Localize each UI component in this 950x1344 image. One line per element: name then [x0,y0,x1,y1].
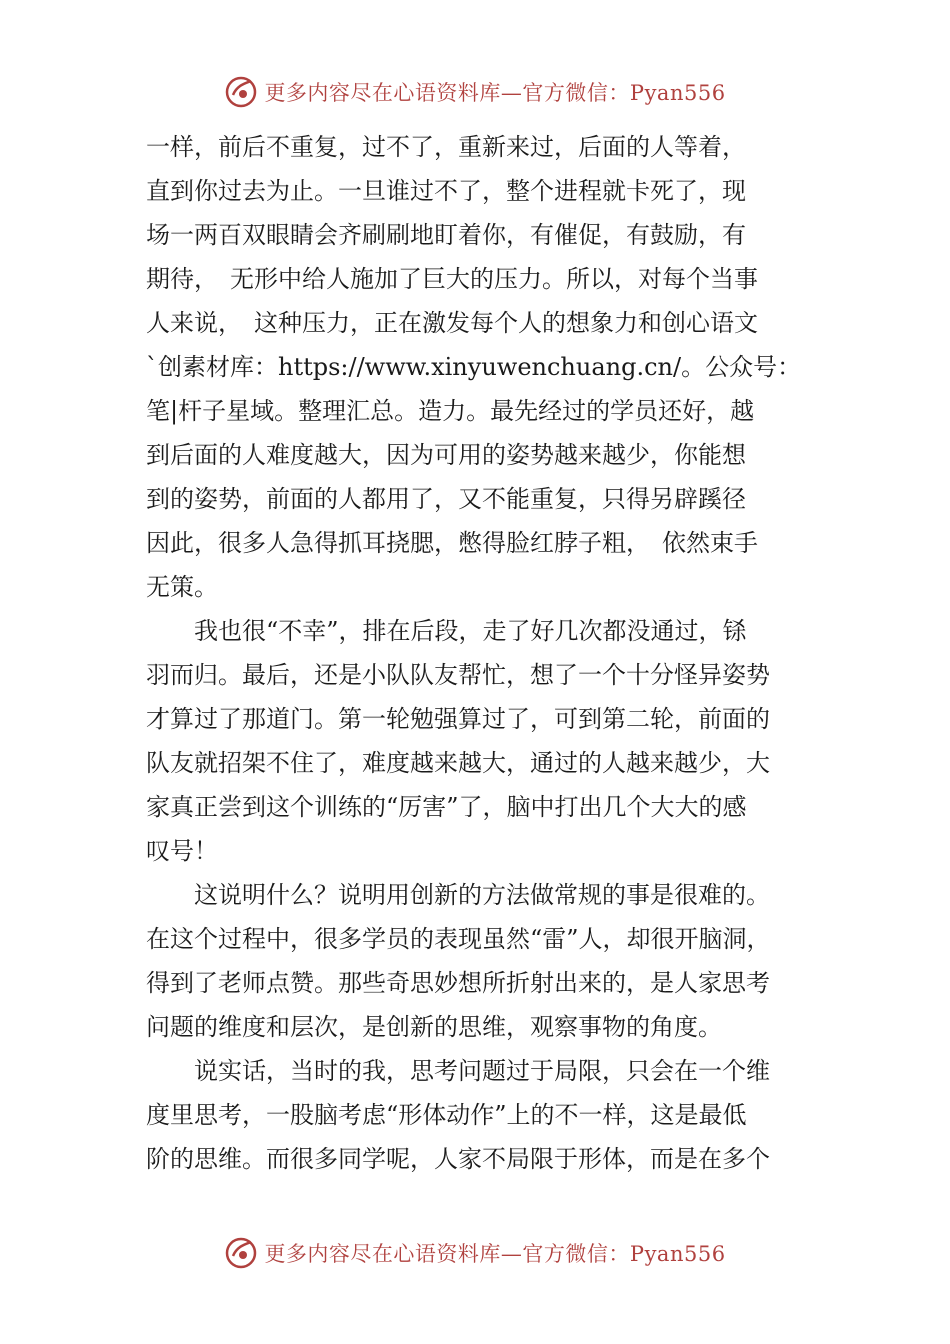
header-banner [0,70,950,114]
footer-text: 更多内容尽在心语资料库—官方微信：Pyan556 [264,1242,726,1266]
text-line: 一样，前后不重复，过不了，重新来过，后面的人等着， [146,133,746,161]
text-line: 家真正尝到这个训练的“厉害”了，脑中打出几个大大的感 [146,793,747,821]
text-line: 人来说， 这种压力，正在激发每个人的想象力和创心语文 [146,309,758,337]
text-line: 期待， 无形中给人施加了巨大的压力。所以，对每个当事 [146,265,758,293]
text-line: 直到你过去为止。一旦谁过不了，整个进程就卡死了，现 [146,177,746,205]
logo-icon [224,75,258,109]
text-line: 无策。 [146,573,218,601]
text-line: 场一两百双眼睛会齐刷刷地盯着你，有催促，有鼓励，有 [146,221,746,249]
text-line: 这说明什么？说明用创新的方法做常规的事是很难的。 [146,881,770,909]
text-line: 到后面的人难度越大，因为可用的姿势越来越少，你能想 [146,441,746,469]
text-line: 问题的维度和层次，是创新的思维，观察事物的角度。 [146,1013,722,1041]
text-line: 羽而归。最后，还是小队队友帮忙，想了一个十分怪异姿势 [146,661,770,689]
document-body [146,125,810,1181]
text-line: `创素材库：https://www.xinyuwenchuang.cn/。公众号： [146,353,802,381]
footer-banner [0,1231,950,1275]
header-text: 更多内容尽在心语资料库—官方微信：Pyan556 [264,81,726,105]
logo-icon [224,1236,258,1270]
text-line: 才算过了那道门。第一轮勉强算过了，可到第二轮，前面的 [146,705,770,733]
text-line: 到的姿势，前面的人都用了，又不能重复，只得另辟蹊径 [146,485,746,513]
text-line: 阶的思维。而很多同学呢，人家不局限于形体，而是在多个 [146,1145,770,1173]
text-line: 叹号！ [146,837,218,865]
text-line: 得到了老师点赞。那些奇思妙想所折射出来的，是人家思考 [146,969,770,997]
text-line: 说实话，当时的我，思考问题过于局限，只会在一个维 [146,1057,770,1085]
text-line: 我也很“不幸”，排在后段，走了好几次都没通过，铩 [146,617,747,645]
text-line: 队友就招架不住了，难度越来越大，通过的人越来越少，大 [146,749,770,777]
text-line: 笔|杆子星域。整理汇总。造力。最先经过的学员还好，越 [146,397,755,425]
text-line: 因此，很多人急得抓耳挠腮，憋得脸红脖子粗， 依然束手 [146,529,758,557]
text-line: 在这个过程中，很多学员的表现虽然“雷”人，却很开脑洞， [146,925,771,953]
text-line: 度里思考，一股脑考虑“形体动作”上的不一样，这是最低 [146,1101,747,1129]
